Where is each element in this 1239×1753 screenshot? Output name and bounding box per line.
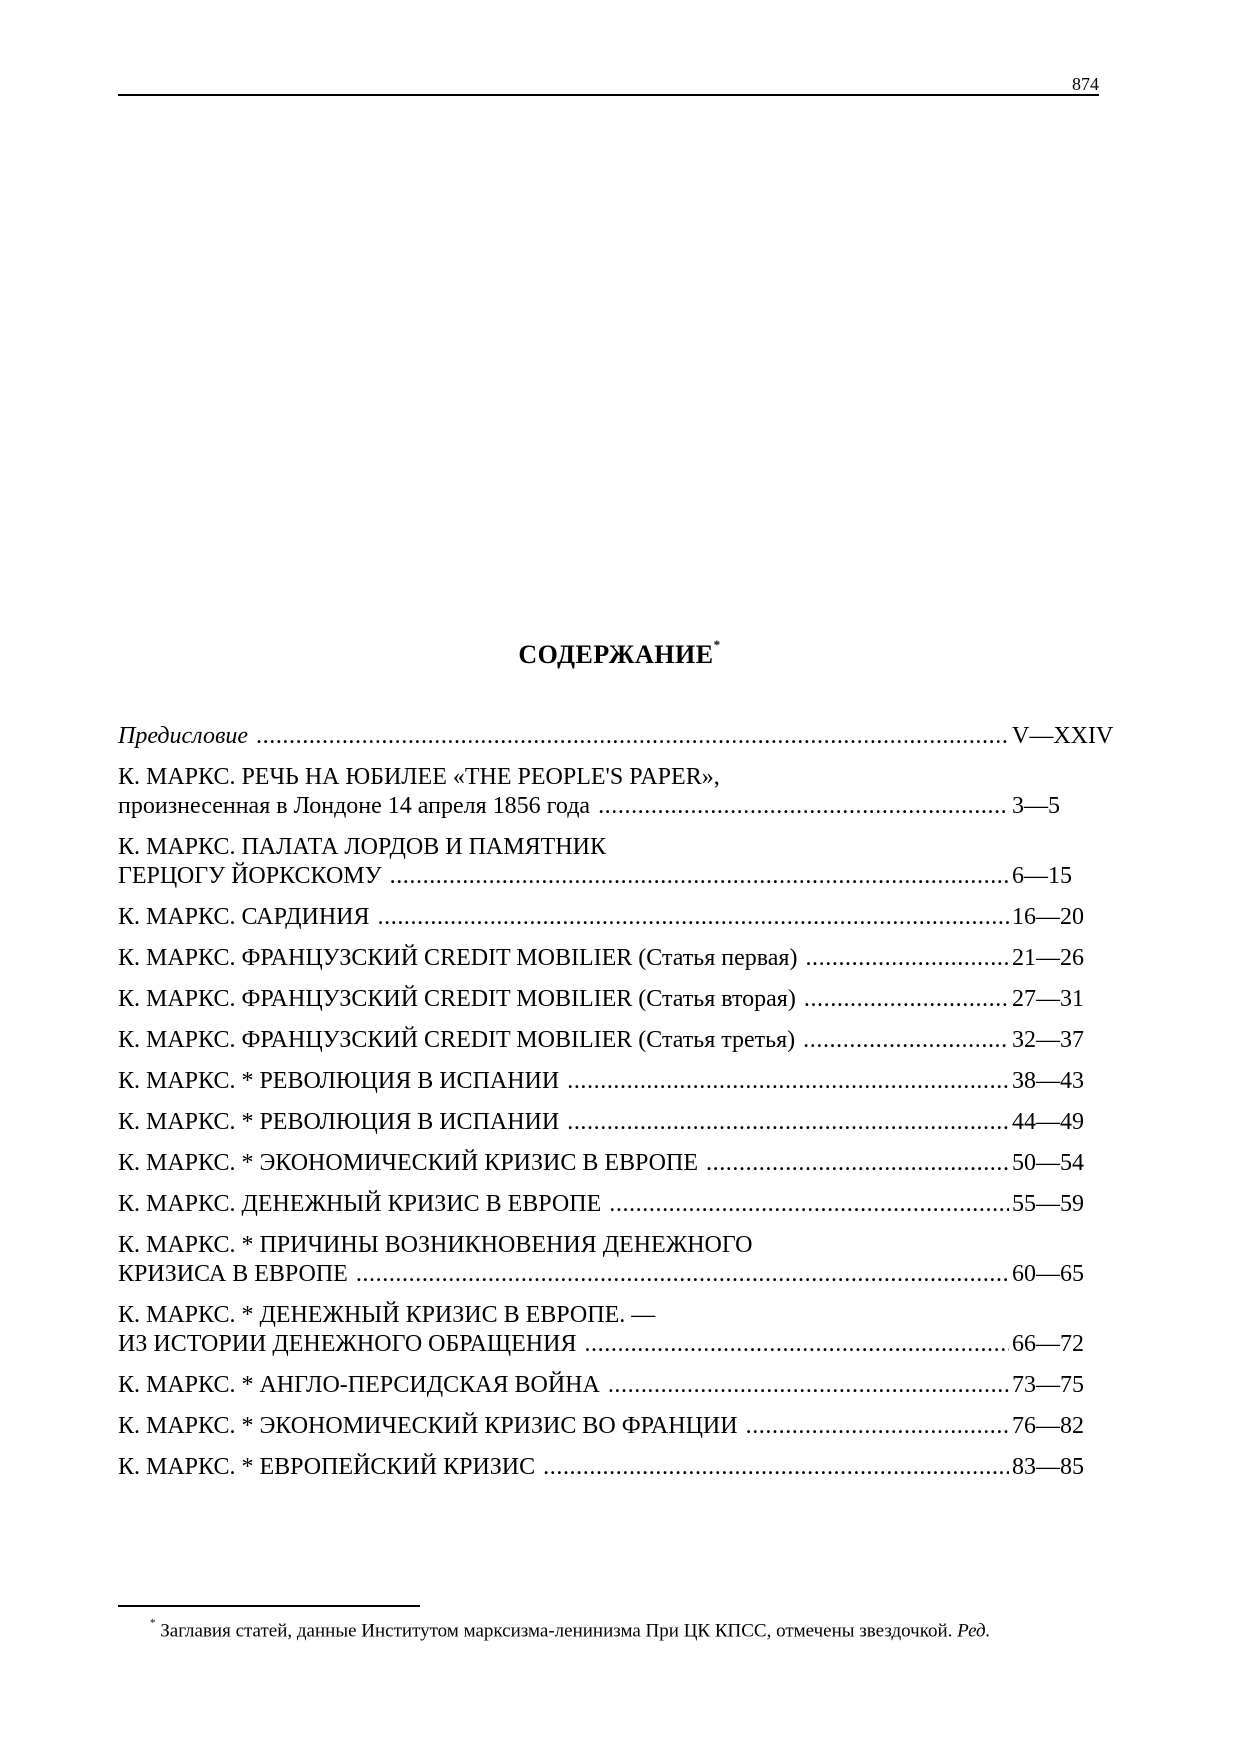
toc-entry-title: К. МАРКС. * АНГЛО-ПЕРСИДСКАЯ ВОЙНА [118, 1372, 600, 1398]
toc-entry-pages: 76—82 [1012, 1413, 1084, 1439]
toc-entry [118, 1231, 1118, 1289]
toc-entry-title: К. МАРКС. ДЕНЕЖНЫЙ КРИЗИС В ЕВРОПЕ [118, 1191, 602, 1217]
leader-dots [805, 944, 1009, 973]
toc-entry-title: К. МАРКС. * ЕВРОПЕЙСКИЙ КРИЗИС [118, 1454, 536, 1480]
toc-entry-title: К. МАРКС. ФРАНЦУЗСКИЙ CREDIT MOBILIER (Статья вторая) [118, 986, 796, 1012]
toc-entry-title: произнесенная в Лондоне 14 апреля 1856 года [118, 793, 591, 819]
leader-dots [584, 1330, 1009, 1359]
leader-dots [608, 1371, 1009, 1400]
leader-dots [543, 1453, 1009, 1482]
leader-dots [609, 1190, 1009, 1219]
footnote-rule [118, 1605, 420, 1607]
leader-dots [567, 1108, 1009, 1137]
leader-dots [356, 1260, 1009, 1289]
toc-entry-title: К. МАРКС. ФРАНЦУЗСКИЙ CREDIT MOBILIER (Статья третья) [118, 1027, 796, 1053]
leader-dots [390, 862, 1009, 891]
header-rule [118, 94, 1099, 96]
leader-dots [598, 792, 1009, 821]
toc-entry-title-line1: К. МАРКС. * ДЕНЕЖНЫЙ КРИЗИС В ЕВРОПЕ. — [118, 1302, 656, 1328]
toc-entry-pages: 55—59 [1012, 1191, 1084, 1217]
toc-entry [118, 722, 1118, 751]
toc-entry-title: К. МАРКС. * ЭКОНОМИЧЕСКИЙ КРИЗИС В ЕВРОПЕ [118, 1150, 698, 1176]
toc-entry [118, 833, 1118, 891]
footnote-text: Заглавия статей, данные Институтом марксизма-ленинизма При ЦК КПСС, отмечены звездочкой. [160, 1620, 953, 1642]
toc-entry [118, 763, 1118, 821]
toc-entry [118, 903, 1118, 932]
toc-entry-title-line1: К. МАРКС. ПАЛАТА ЛОРДОВ И ПАМЯТНИК [118, 834, 606, 860]
toc-entry-title: ГЕРЦОГУ ЙОРКСКОМУ [118, 863, 382, 889]
toc-entry [118, 944, 1118, 973]
toc-entry-title-line1: К. МАРКС. * ПРИЧИНЫ ВОЗНИКНОВЕНИЯ ДЕНЕЖНОГО [118, 1232, 753, 1258]
footnote-editor: Ред. [957, 1620, 991, 1642]
toc-entry-pages: 44—49 [1012, 1109, 1084, 1135]
toc-entry-pages: 21—26 [1012, 945, 1084, 971]
toc-entry-title: К. МАРКС. * РЕВОЛЮЦИЯ В ИСПАНИИ [118, 1068, 560, 1094]
toc-entry-title: К. МАРКС. * РЕВОЛЮЦИЯ В ИСПАНИИ [118, 1109, 560, 1135]
toc-entry-pages: 32—37 [1012, 1027, 1084, 1053]
toc-entry [118, 1453, 1118, 1482]
toc-entry-pages: V—XXIV [1012, 723, 1114, 749]
toc-entry-title: КРИЗИСА В ЕВРОПЕ [118, 1261, 348, 1287]
toc-entry [118, 1190, 1118, 1219]
toc-entry [118, 1412, 1118, 1441]
title-text: СОДЕРЖАНИЕ [518, 640, 714, 669]
leader-dots [256, 722, 1009, 751]
toc-entry [118, 1067, 1118, 1096]
leader-dots [803, 1026, 1009, 1055]
toc-entry-title: ИЗ ИСТОРИИ ДЕНЕЖНОГО ОБРАЩЕНИЯ [118, 1331, 577, 1357]
toc-entry-pages: 6—15 [1012, 863, 1072, 889]
page-number: 874 [1072, 74, 1099, 94]
toc-entry [118, 1108, 1118, 1137]
leader-dots [567, 1067, 1009, 1096]
footnote [150, 1617, 991, 1642]
leader-dots [804, 985, 1009, 1014]
toc-entry-title: К. МАРКС. САРДИНИЯ [118, 904, 370, 930]
toc-entry-title: К. МАРКС. ФРАНЦУЗСКИЙ CREDIT MOBILIER (Статья первая) [118, 945, 798, 971]
toc-entry-pages: 16—20 [1012, 904, 1084, 930]
toc-entry-title-line1: К. МАРКС. РЕЧЬ НА ЮБИЛЕЕ «THE PEOPLE'S PAPER», [118, 764, 720, 790]
toc-entry-pages: 73—75 [1012, 1372, 1084, 1398]
leader-dots [706, 1149, 1009, 1178]
toc-entry-pages: 50—54 [1012, 1150, 1084, 1176]
toc-entry-pages: 66—72 [1012, 1331, 1084, 1357]
toc-entry [118, 1301, 1118, 1359]
page-title [0, 637, 1239, 670]
toc-entry-pages: 3—5 [1012, 793, 1060, 819]
leader-dots [378, 903, 1009, 932]
toc-entry-pages: 83—85 [1012, 1454, 1084, 1480]
toc-entry [118, 1149, 1118, 1178]
toc-entry-pages: 38—43 [1012, 1068, 1084, 1094]
toc-entry-pages: 27—31 [1012, 986, 1084, 1012]
leader-dots [746, 1412, 1009, 1441]
footnote-mark: * [150, 1617, 156, 1629]
toc-entry [118, 1026, 1118, 1055]
toc-entry-pages: 60—65 [1012, 1261, 1084, 1287]
title-footnote-mark: * [713, 637, 721, 653]
toc-entry-title: К. МАРКС. * ЭКОНОМИЧЕСКИЙ КРИЗИС ВО ФРАНЦИИ [118, 1413, 738, 1439]
toc-entry [118, 985, 1118, 1014]
toc-entry-title: Предисловие [118, 723, 249, 749]
toc-entry [118, 1371, 1118, 1400]
table-of-contents [118, 722, 1118, 1494]
